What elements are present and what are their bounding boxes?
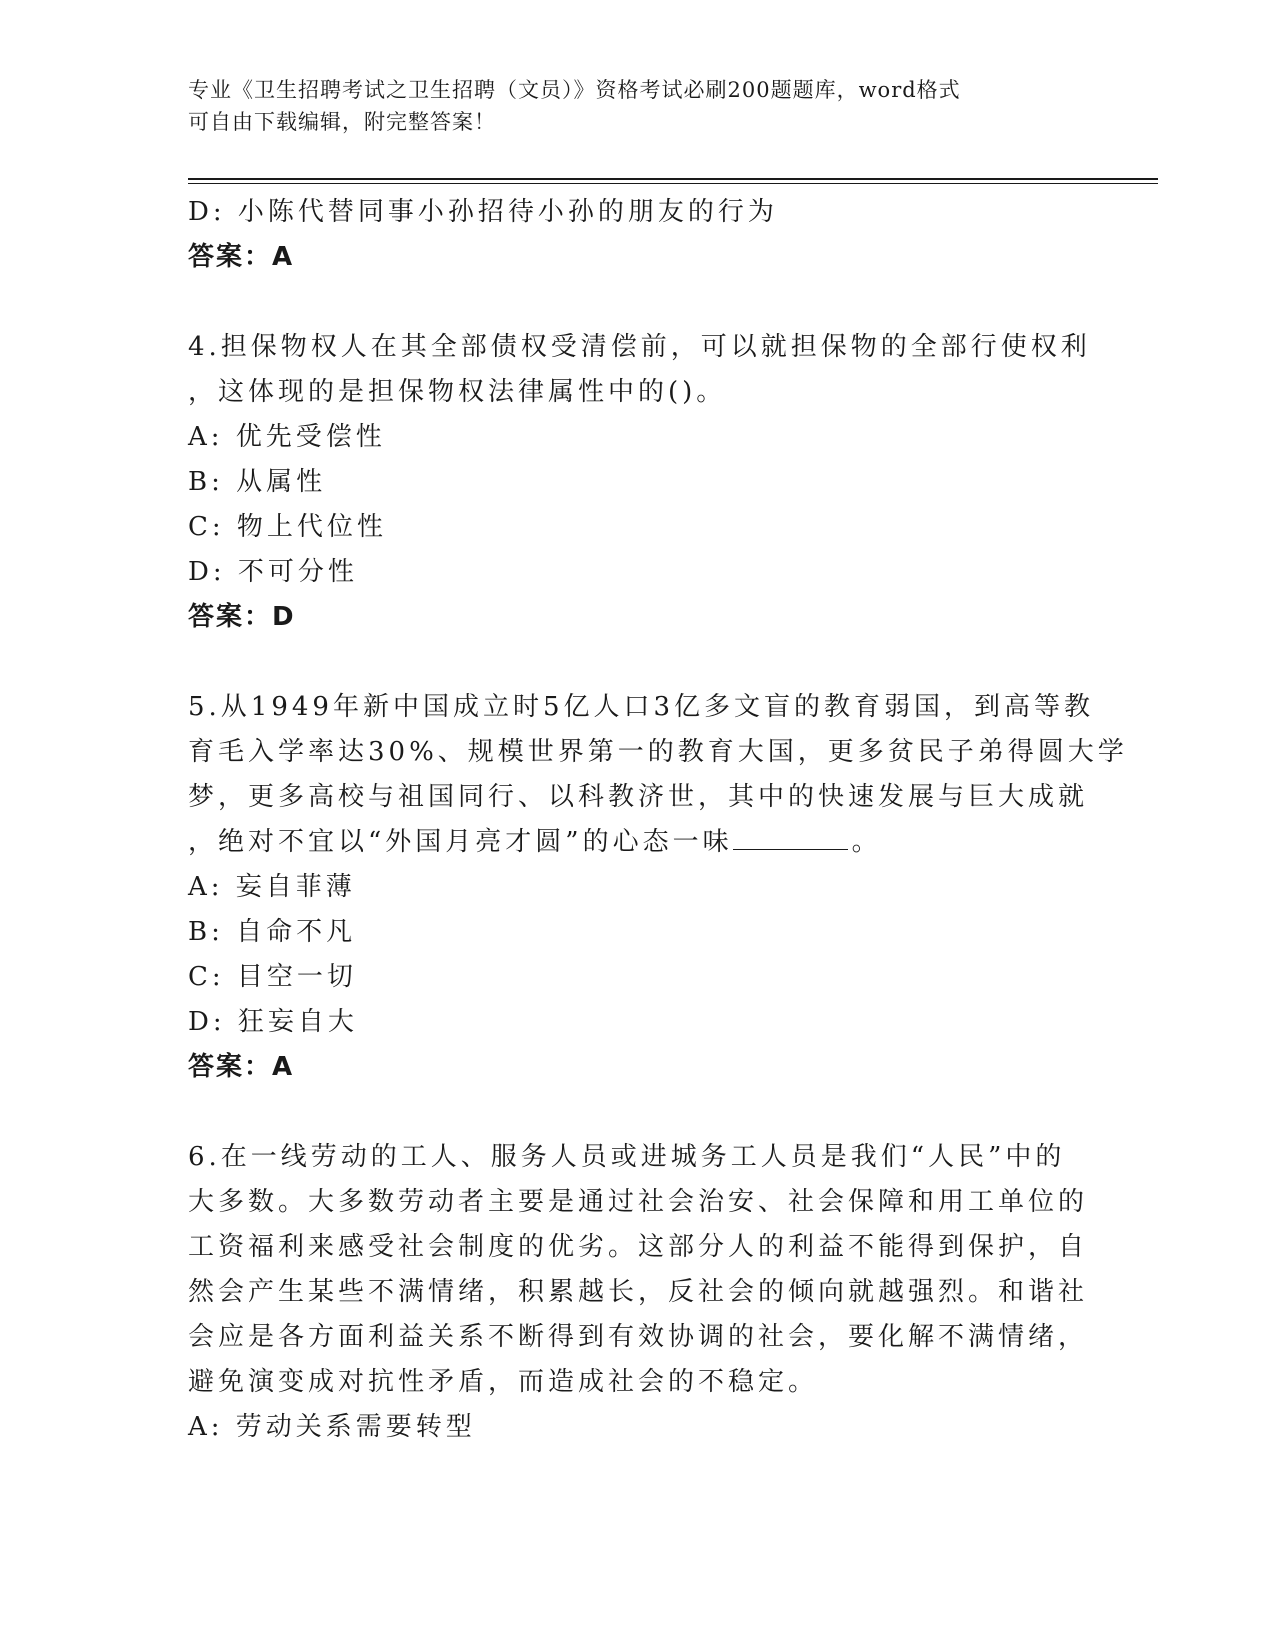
question-4	[188, 325, 1091, 640]
option-a: A: 优先受偿性	[188, 422, 386, 452]
spacer	[188, 280, 1088, 325]
document-header	[188, 74, 1088, 138]
question-text-line: 会应是各方面利益关系不断得到有效协调的社会，要化解不满情绪，	[188, 1322, 1089, 1352]
question-text-line: 避免演变成对抗性矛盾，而造成社会的不稳定。	[188, 1367, 819, 1397]
header-line-1: 专业《卫生招聘考试之卫生招聘（文员）》资格考试必刷200题题库，word格式	[188, 78, 961, 102]
document-body	[188, 190, 1128, 1450]
option-a: A: 劳动关系需要转型	[188, 1412, 476, 1442]
question-text-line: 4.担保物权人在其全部债权受清偿前，可以就担保物的全部行使权利	[188, 332, 1091, 362]
option-b: B: 自命不凡	[188, 917, 357, 947]
option-a: A: 妄自菲薄	[188, 872, 356, 902]
question-text-before-blank: ，绝对不宜以“外国月亮才圆”的心态一味	[188, 827, 733, 857]
answer-line: 答案：D	[188, 602, 296, 632]
option-c: C: 物上代位性	[188, 512, 387, 542]
question-text-line: 大多数。大多数劳动者主要是通过社会治安、社会保障和用工单位的	[188, 1187, 1089, 1217]
option-d: D: 小陈代替同事小孙招待小孙的朋友的行为	[188, 197, 778, 227]
answer-line: 答案：A	[188, 242, 295, 272]
option-d: D: 狂妄自大	[188, 1007, 358, 1037]
question-text-line: 5.从1949年新中国成立时5亿人口3亿多文盲的教育弱国，到高等教	[188, 692, 1095, 722]
header-rule-thin	[188, 183, 1158, 184]
header-line-2: 可自由下载编辑，附完整答案！	[188, 110, 496, 134]
question-6	[188, 1135, 1088, 1450]
option-b: B: 从属性	[188, 467, 327, 497]
fill-in-blank	[733, 821, 848, 850]
question-text-after-blank: 。	[851, 827, 882, 857]
answer-line: 答案：A	[188, 1052, 295, 1082]
question-5	[188, 685, 1128, 1090]
prev-question	[188, 190, 1088, 280]
question-text-line: 然会产生某些不满情绪，积累越长，反社会的倾向就越强烈。和谐社	[188, 1277, 1089, 1307]
spacer	[188, 1090, 1088, 1135]
header-rule-thick	[188, 178, 1158, 180]
question-text-line: 6.在一线劳动的工人、服务人员或进城务工人员是我们“人民”中的	[188, 1142, 1066, 1172]
spacer	[188, 640, 1088, 685]
question-text-line: 梦，更多高校与祖国同行、以科教济世，其中的快速发展与巨大成就	[188, 782, 1089, 812]
question-text-line: 育毛入学率达30%、规模世界第一的教育大国，更多贫民子弟得圆大学	[188, 737, 1128, 767]
question-text-line: ，这体现的是担保物权法律属性中的()。	[188, 377, 727, 407]
option-c: C: 目空一切	[188, 962, 357, 992]
question-text-line: 工资福利来感受社会制度的优劣。这部分人的利益不能得到保护，自	[188, 1232, 1089, 1262]
option-d: D: 不可分性	[188, 557, 358, 587]
question-text-line	[188, 820, 1088, 865]
